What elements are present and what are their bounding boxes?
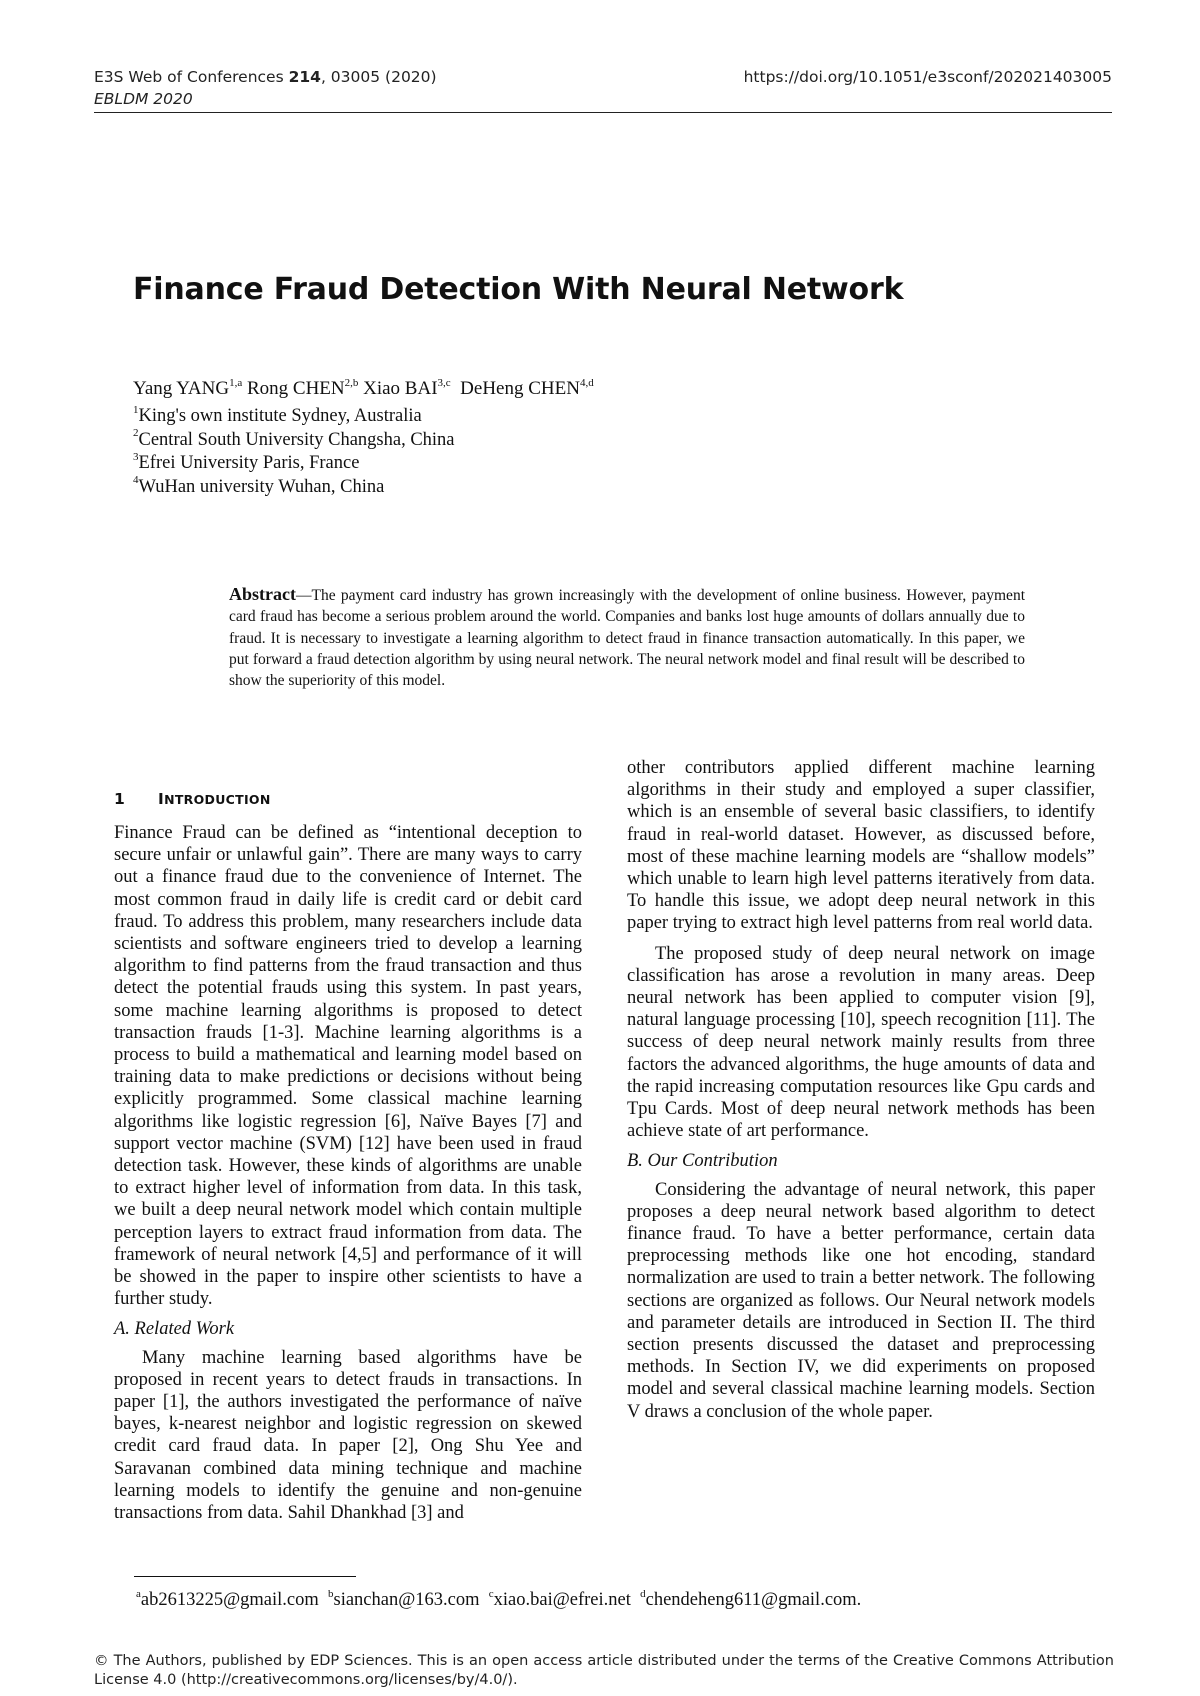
author-name: Yang YANG (133, 378, 230, 399)
email-link[interactable]: ab2613225@gmail.com (140, 1590, 319, 1610)
conference-name: EBLDM 2020 (94, 90, 193, 108)
email-link[interactable]: sianchan@163.com (333, 1590, 480, 1610)
author-name: DeHeng CHEN (460, 378, 580, 399)
author-list: Yang YANG$^{1,a}$ Rong CHEN$^{2,b}$ Xiao BAI$^{3,c}$ DeHeng CHEN$^{4,d}$ (133, 376, 594, 399)
affiliation: $^4$WuHan university Wuhan, China (133, 474, 385, 497)
intro-paragraph: Finance Fraud can be defined as “intentional deception to secure unfair or unlawful gain”. There are many ways to carry out a finance fraud due to the convenience of Internet. The most common fraud in daily life is credit card or debit card fraud. To address this problem, many researchers include data scientists and software engineers tried to develop a learning algorithm to find patterns from the fraud transaction and thus detect the potential frauds using this system. In past years, some machine learning algorithms is proposed to detect transaction frauds [1-3]. Machine learning algorithms is a process to build a mathematical and learning model based on training data to make predictions or decisions without being explicitly programmed. Some classical machine learning algorithms like logistic regression [6], Naïve Bayes [7] and support vector machine (SVM) [12] have been used in fraud detection task. However, these kinds of algorithms are unable to extract higher level of information from data. In this task, we built a deep neural network model which contain multiple perception layers to extract fraud information from data. The framework of neural network [4,5] and performance of it will be showed in the paper to inspire other scientists to have a further study. (114, 823, 582, 1310)
footnote-emails: $^a$ab2613225@gmail.com $^b$sianchan@163.com $^c$xiao.bai@efrei.net $^d$chendeheng611@gmail.com. (136, 1587, 862, 1610)
license-notice: © The Authors, published by EDP Sciences. This is an open access article distributed under the terms of the Creative Commons Attribution License 4.0 (http://creativecommons.org/licenses/by/4.0/). (94, 1653, 1114, 1688)
affiliation-list (133, 405, 455, 499)
related-work-continued: other contributors applied different machine learning algorithms in their study and employed a super classifier, which is an ensemble of several basic classifiers, to identify fraud in real-world dataset. However, as discussed before, most of these machine learning models are “shallow models” which unable to learn high level patterns iteratively from data. To handle this issue, we adopt deep neural network in this paper trying to extract high level patterns from real world data. (627, 758, 1095, 934)
affiliation: $^3$Efrei University Paris, France (133, 450, 360, 473)
abstract-label: Abstract (229, 584, 296, 604)
journal-citation: E3S Web of Conferences 214, 03005 (2020) (94, 68, 437, 86)
header-divider (94, 112, 1112, 113)
author-name: Rong CHEN (246, 378, 345, 399)
paper-title: Finance Fraud Detection With Neural Network (133, 272, 904, 307)
related-work-paragraph-2: The proposed study of deep neural network on image classification has arose a revolution in many areas. Deep neural network has been applied to computer vision [9], natural language processing [10], speech recognition [11]. The success of deep neural network mainly results from three factors the advanced algorithms, the huge amounts of data and the rapid increasing computation resources like Gpu cards and Tpu Cards. Most of deep neural network methods has been achieve state of art performance. (627, 943, 1095, 1142)
left-column (114, 822, 582, 1524)
subsection-heading: B. Our Contribution (627, 1151, 778, 1172)
abstract: Abstract—The payment card industry has grown increasingly with the development of online business. However, payment card fraud has become a serious problem around the world. Companies and banks lost huge amounts of dollars annually due to fraud. It is necessary to investigate a learning algorithm to detect fraud in finance transaction automatically. In this paper, we put forward a fraud detection algorithm by using neural network. The neural network model and final result will be described to show the superiority of this model. (229, 584, 1025, 690)
doi-link[interactable]: https://doi.org/10.1051/e3sconf/202021403005 (743, 68, 1112, 86)
section-heading: 1 INTRODUCTION (114, 790, 271, 808)
affiliation: $^1$King's own institute Sydney, Australia (133, 403, 422, 426)
related-work-paragraph: Many machine learning based algorithms have be proposed in recent years to detect frauds in transactions. In paper [1], the authors investigated the performance of naïve bayes, k-nearest neighbor and logistic regression on skewed credit card fraud data. In paper [2], Ong Shu Yee and Saravanan combined data mining technique and machine learning models to identify the genuine and non-genuine transactions from data. Sahil Dhankhad [3] and (114, 1347, 582, 1524)
footnote-divider (134, 1576, 356, 1577)
right-column (627, 757, 1095, 1423)
email-link[interactable]: xiao.bai@efrei.net (493, 1590, 631, 1610)
abstract-text: The payment card industry has grown increasingly with the development of online business. However, payment card fraud has become a serious problem around the world. Companies and banks lost huge amounts of dollars annually due to fraud. It is necessary to investigate a learning algorithm to detect fraud in finance transaction automatically. In this paper, we put forward a fraud detection algorithm by using neural network. The neural network model and final result will be described to show the superiority of this model. (229, 587, 1025, 690)
subsection-heading: A. Related Work (114, 1319, 235, 1340)
affiliation: $^2$Central South University Changsha, China (133, 427, 455, 450)
contribution-paragraph: Considering the advantage of neural network, this paper proposes a deep neural network based algorithm to detect finance fraud. To have a better performance, certain data preprocessing methods like one hot encoding, standard normalization are used to train a better network. The following sections are organized as follows. Our Neural network models and parameter details are introduced in Section II. The third section presents discussed the dataset and preprocessing methods. In Section IV, we did experiments on proposed model and several classical machine learning models. Section V draws a conclusion of the whole paper. (627, 1179, 1095, 1422)
email-link[interactable]: chendeheng611@gmail.com. (645, 1590, 862, 1610)
author-name: Xiao BAI (363, 378, 438, 399)
